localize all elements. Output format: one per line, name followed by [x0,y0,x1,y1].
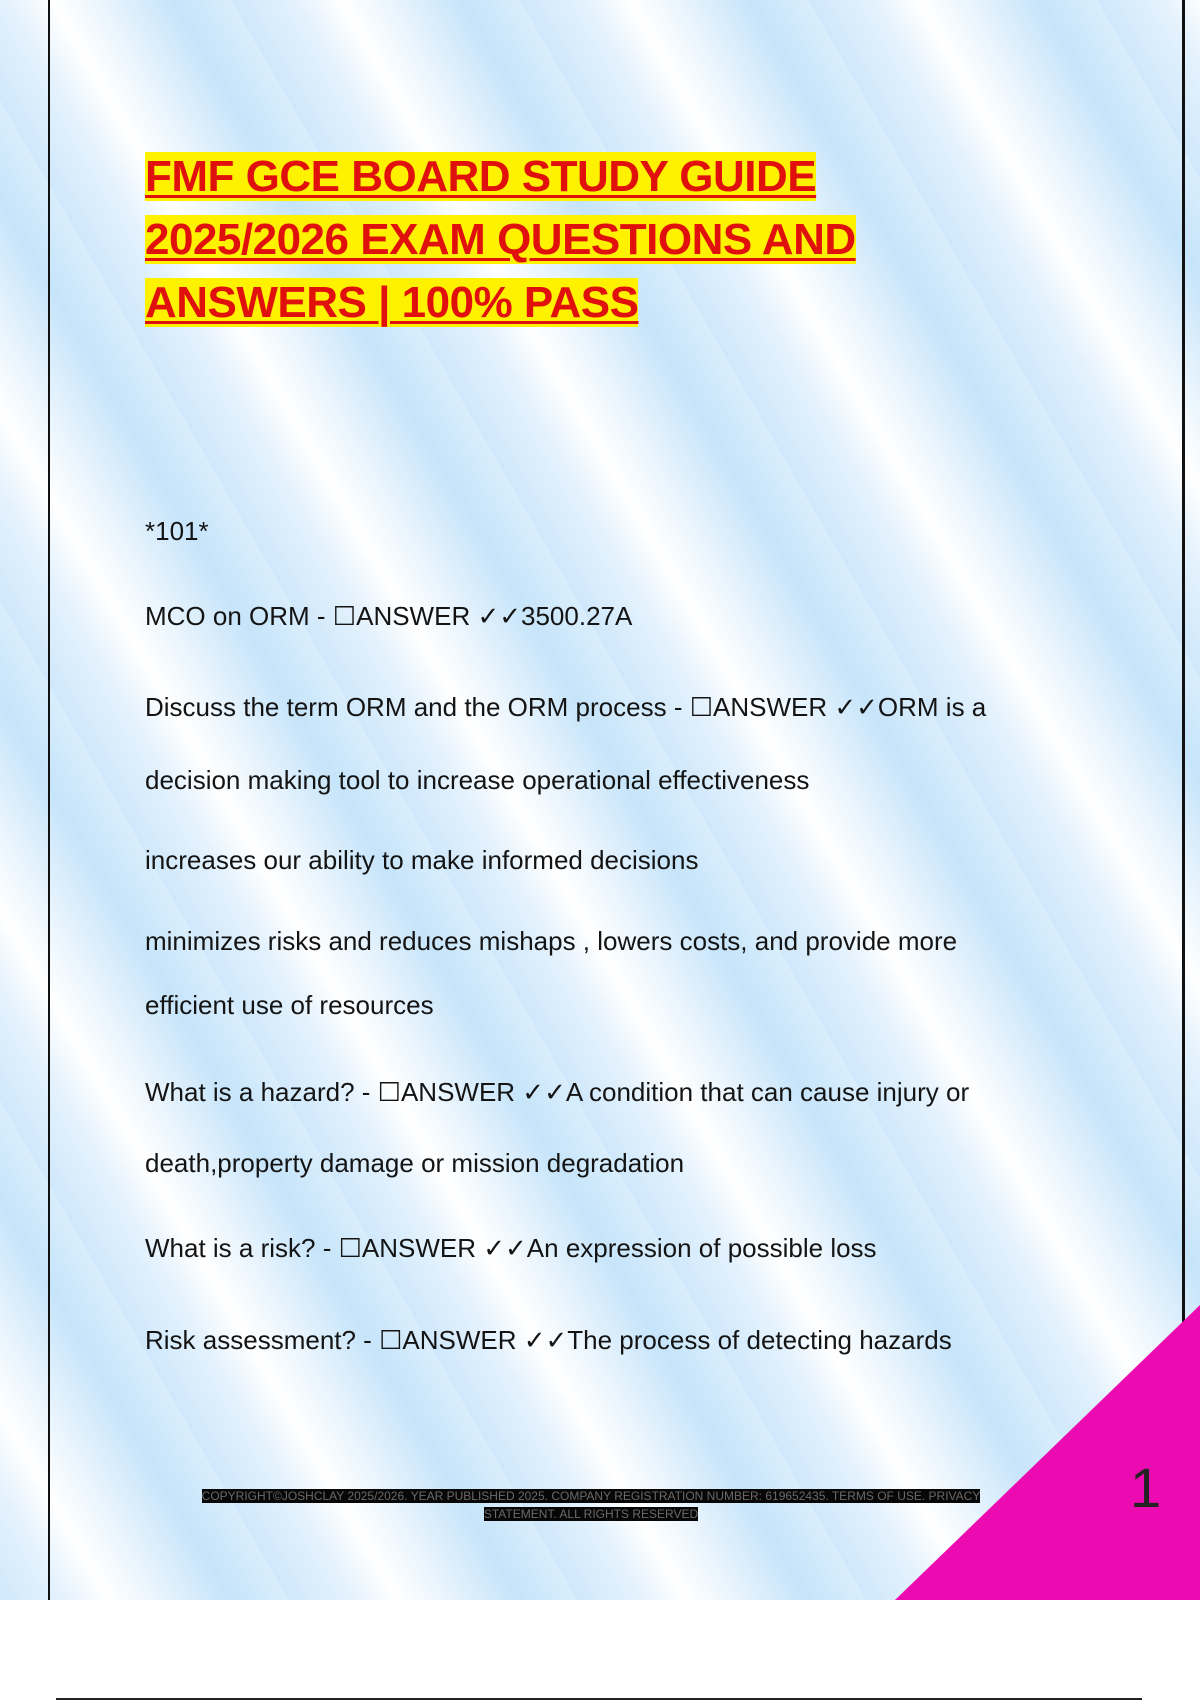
qa-line: MCO on ORM - ☐ANSWER ✓✓3500.27A [145,601,633,631]
qa-line: minimizes risks and reduces mishaps , lowers costs, and provide more [145,926,958,956]
document-title [145,145,1005,334]
page-number: 1 [1130,1456,1162,1519]
qa-line: Discuss the term ORM and the ORM process - ☐ANSWER ✓✓ORM is a [145,692,987,722]
qa-line: death,property damage or mission degradation [145,1148,685,1178]
qa-line: Risk assessment? - ☐ANSWER ✓✓The process of detecting hazards [145,1325,952,1355]
copyright-notice [175,1487,1007,1523]
section-number: *101* [145,516,209,546]
qa-line: increases our ability to make informed decisions [145,845,699,875]
qa-line: efficient use of resources [145,990,434,1020]
copyright-text: COPYRIGHT©JOSHCLAY 2025/2026. YEAR PUBLISHED 2025. COMPANY REGISTRATION NUMBER: 619652435. TERMS OF USE. PRIVACY STATEMENT. ALL RIGHTS RESERVED [201,1489,981,1521]
qa-line: What is a risk? - ☐ANSWER ✓✓An expression of possible loss [145,1233,877,1263]
left-border-line [48,0,50,1600]
title-highlight: FMF GCE BOARD STUDY GUIDE 2025/2026 EXAM QUESTIONS AND ANSWERS | 100% PASS [145,152,856,327]
qa-line: What is a hazard? - ☐ANSWER ✓✓A condition that can cause injury or [145,1077,970,1107]
qa-line: decision making tool to increase operational effectiveness [145,765,810,795]
